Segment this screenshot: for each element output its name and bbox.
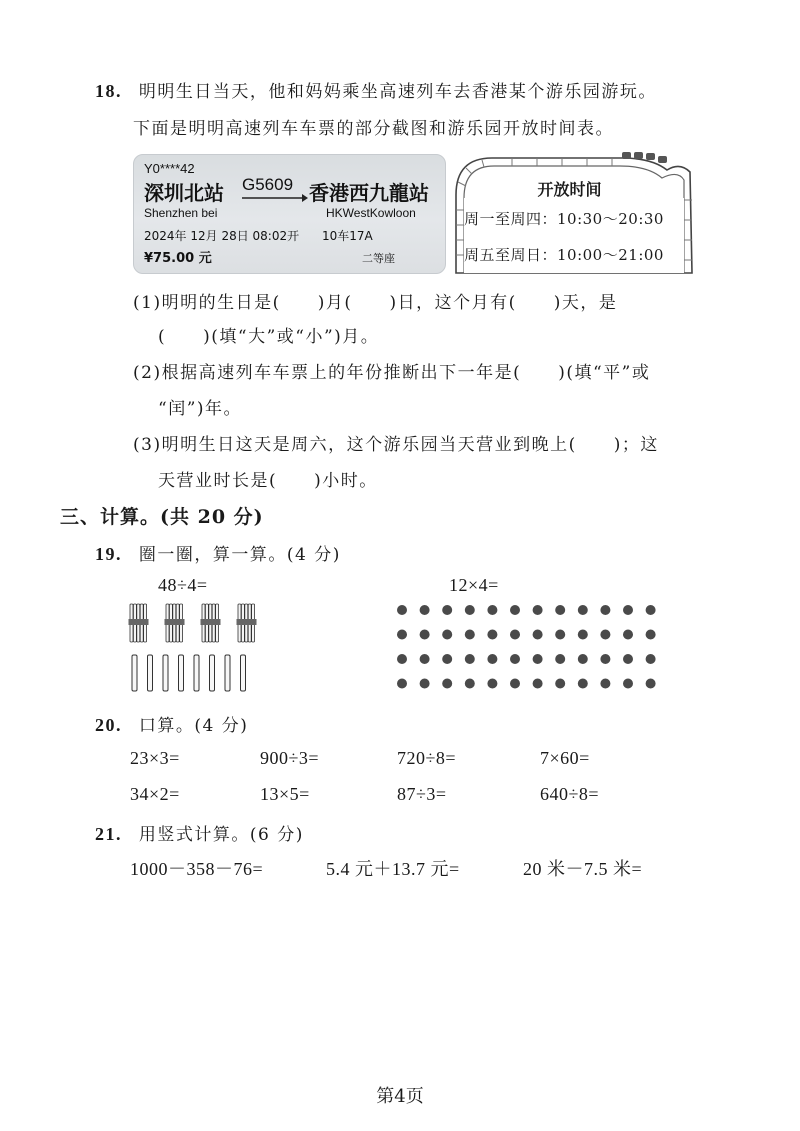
dot-icon <box>646 654 656 664</box>
train-ticket <box>133 154 446 274</box>
ticket-seat: 10车17A <box>322 229 373 243</box>
q18-sub2-line1: (2)根据高速列车车票上的年份推断出下一年是( )(填“平”或 <box>133 363 651 383</box>
q21-text: 用竖式计算。(6 分) <box>138 825 304 845</box>
sticks-illustration <box>120 600 270 695</box>
dot-icon <box>487 679 497 689</box>
ticket-from-station: 深圳北站 <box>144 181 224 205</box>
dot-icon <box>487 654 497 664</box>
q18-text-1: 明明生日当天，他和妈妈乘坐高速列车去香港某个游乐园游玩。 <box>138 82 657 102</box>
dot-icon <box>533 679 543 689</box>
dot-icon <box>465 630 475 640</box>
dot-icon <box>600 605 610 615</box>
dot-icon <box>420 605 430 615</box>
park-hours-weekend: 周五至周日：10:00～21:00 <box>464 246 664 264</box>
q20-r2-c2: 13×5= <box>260 784 310 804</box>
q20-text: 口算。(4 分) <box>138 716 249 736</box>
q18-sub3-line1: (3)明明生日这天是周六，这个游乐园当天营业到晚上( )；这 <box>133 435 659 455</box>
q19-expression-1: 48÷4= <box>158 575 208 595</box>
dot-icon <box>578 605 588 615</box>
single-stick-icon <box>163 655 168 691</box>
stick-bundle-icon <box>201 604 221 642</box>
ticket-price: ¥75.00 元 <box>144 251 212 266</box>
q20-r2-c4: 640÷8= <box>540 784 600 804</box>
dot-icon <box>533 605 543 615</box>
q20-line <box>95 711 248 736</box>
dot-icon <box>623 630 633 640</box>
dot-icon <box>510 605 520 615</box>
dot-icon <box>420 654 430 664</box>
single-stick-icon <box>225 655 230 691</box>
dot-icon <box>578 630 588 640</box>
single-stick-icon <box>148 655 153 691</box>
dot-icon <box>600 630 610 640</box>
single-stick-icon <box>179 655 184 691</box>
dot-icon <box>623 605 633 615</box>
ticket-from-station-en: Shenzhen bei <box>144 206 218 220</box>
dot-icon <box>397 630 407 640</box>
dot-icon <box>623 654 633 664</box>
q20-r1-c4: 7×60= <box>540 748 590 768</box>
stick-bundle-icon <box>165 604 185 642</box>
dot-icon <box>397 654 407 664</box>
dots-illustration <box>388 598 688 693</box>
q20-r1-c1: 23×3= <box>130 748 180 768</box>
dot-icon <box>578 654 588 664</box>
q19-number: 19. <box>95 544 122 564</box>
dot-icon <box>465 679 475 689</box>
ticket-train-number: G5609 <box>242 175 294 194</box>
dot-icon <box>533 630 543 640</box>
page-number: 第4页 <box>376 1086 424 1107</box>
dot-icon <box>555 679 565 689</box>
q20-r1-c3: 720÷8= <box>397 748 457 768</box>
q21-item-2: 5.4 元＋13.7 元= <box>326 859 460 879</box>
park-hours-weekday: 周一至周四：10:30～20:30 <box>464 210 664 228</box>
dot-icon <box>465 605 475 615</box>
dot-icon <box>533 654 543 664</box>
q19-line <box>95 540 341 565</box>
q20-r2-c3: 87÷3= <box>397 784 447 804</box>
park-hours-board <box>452 150 697 275</box>
q18-number: 18. <box>95 81 122 101</box>
dot-icon <box>646 605 656 615</box>
dot-icon <box>442 605 452 615</box>
dot-icon <box>442 679 452 689</box>
dot-icon <box>442 630 452 640</box>
section-3-title: 三、计算。(共 20 分) <box>60 506 264 528</box>
q18-sub1-line1: (1)明明的生日是( )月( )日，这个月有( )天，是 <box>133 293 618 313</box>
q18-text-2: 下面是明明高速列车车票的部分截图和游乐园开放时间表。 <box>133 119 614 139</box>
stick-bundle-icon <box>237 604 257 642</box>
q20-number: 20. <box>95 715 122 735</box>
dot-icon <box>646 679 656 689</box>
park-hours-title: 开放时间 <box>537 180 602 199</box>
ticket-date: 2024年 12月 28日 08:02开 <box>144 229 300 243</box>
ticket-class: 二等座 <box>362 252 395 265</box>
ticket-to-station-en: HKWestKowloon <box>326 206 416 220</box>
dot-icon <box>600 654 610 664</box>
q18-sub2-line2: “闰”)年。 <box>158 399 243 419</box>
dot-icon <box>510 654 520 664</box>
stick-bundle-icon <box>129 604 149 642</box>
dot-icon <box>555 654 565 664</box>
ticket-to-station: 香港西九龍站 <box>309 181 429 205</box>
dot-icon <box>555 605 565 615</box>
q21-line <box>95 820 304 845</box>
dot-icon <box>646 630 656 640</box>
dot-icon <box>623 679 633 689</box>
q21-number: 21. <box>95 824 122 844</box>
single-stick-icon <box>132 655 137 691</box>
single-stick-icon <box>194 655 199 691</box>
dot-icon <box>420 679 430 689</box>
dot-icon <box>442 654 452 664</box>
dot-icon <box>510 679 520 689</box>
dot-icon <box>420 630 430 640</box>
q18-line-1 <box>95 77 657 102</box>
q19-text: 圈一圈，算一算。(4 分) <box>138 545 341 565</box>
q20-r1-c2: 900÷3= <box>260 748 320 768</box>
single-stick-icon <box>241 655 246 691</box>
dot-icon <box>397 605 407 615</box>
dot-icon <box>487 605 497 615</box>
q18-sub1-line2: ( )(填“大”或“小”)月。 <box>158 327 380 347</box>
ticket-id: Y0****42 <box>144 161 195 176</box>
dot-icon <box>555 630 565 640</box>
single-stick-icon <box>210 655 215 691</box>
dot-icon <box>487 630 497 640</box>
dot-icon <box>465 654 475 664</box>
dot-icon <box>510 630 520 640</box>
q21-item-1: 1000－358－76= <box>130 859 264 879</box>
dot-icon <box>397 679 407 689</box>
q20-r2-c1: 34×2= <box>130 784 180 804</box>
dot-icon <box>578 679 588 689</box>
q18-sub3-line2: 天营业时长是( )小时。 <box>158 471 378 491</box>
ticket-arrow-icon <box>242 193 308 203</box>
q21-item-3: 20 米－7.5 米= <box>523 859 643 879</box>
q19-expression-2: 12×4= <box>449 575 499 595</box>
dot-icon <box>600 679 610 689</box>
